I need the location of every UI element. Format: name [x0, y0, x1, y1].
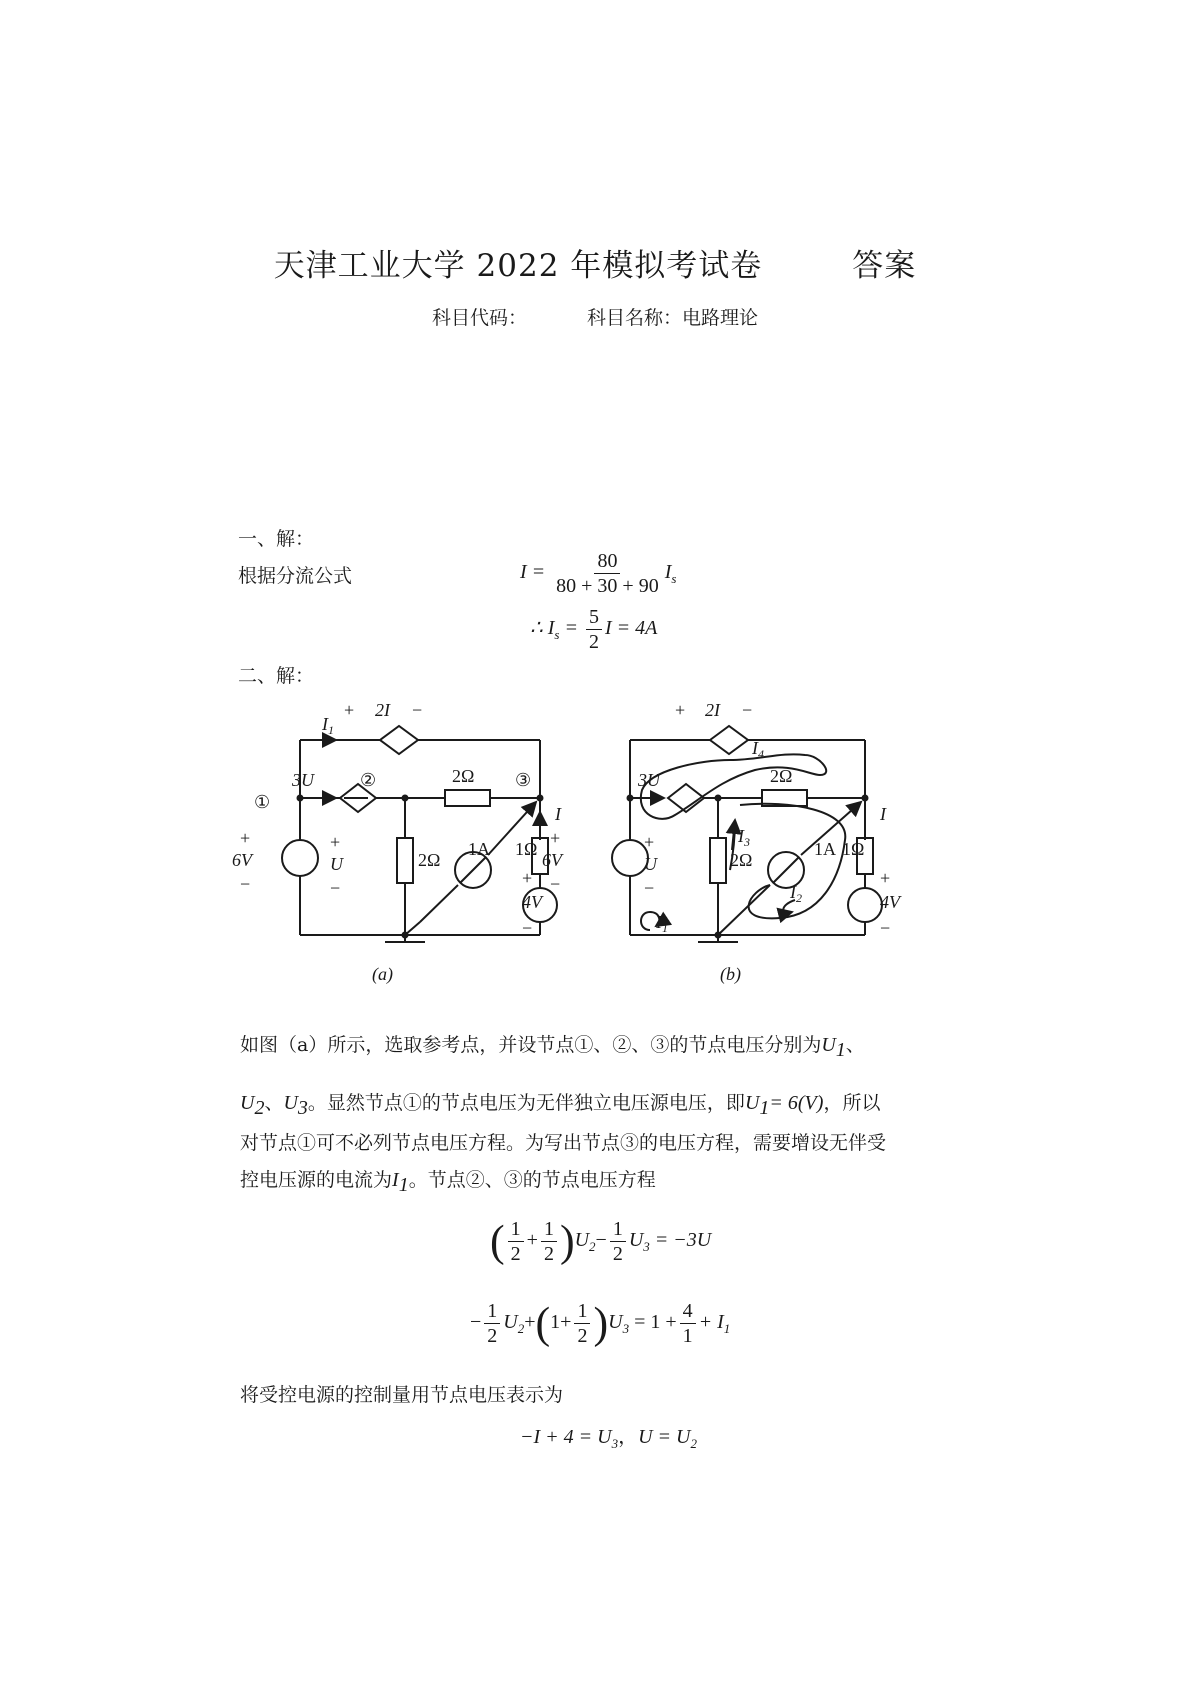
- resistor-2ohm-top-a: [445, 790, 490, 806]
- caption-figure-a: (a): [372, 964, 393, 984]
- svg-text:+: +: [240, 828, 251, 848]
- paragraph-3: 对节点①可不必列节点电压方程。为写出节点③的电压方程，需要增设无伴受: [240, 1132, 887, 1154]
- exam-title: 天津工业大学 2022 年模拟考试卷: [273, 248, 763, 284]
- label-4v-a: 4V: [522, 892, 542, 912]
- node-equation-3: − $\frac{1}{2}$ $U_2+(1+$ $\frac{1}{2}$ )$U_3 = 1$ + $\frac{4}{1}$ + $I_1$: [470, 1298, 731, 1348]
- label-2i-a: 2I: [375, 700, 390, 720]
- resistor-2ohm-vertical-b: [710, 838, 726, 883]
- label-6v-a: 6V: [232, 850, 252, 870]
- paragraph-4: 控电压源的电流为$I_1$。节点②、③的节点电压方程: [240, 1169, 656, 1196]
- label-u-b: U: [644, 854, 657, 874]
- fraction-divider: $\frac{80}{80 + 30 + 90}$: [556, 550, 659, 597]
- label-6v-b: 6V: [542, 850, 562, 870]
- label-3u-b: 3U: [638, 770, 660, 790]
- svg-text:−: −: [522, 918, 533, 938]
- svg-text:+: +: [675, 700, 686, 720]
- page-title: [0, 240, 1190, 285]
- subject-code-label: 科目代码：: [431, 307, 527, 329]
- section1-intro: 根据分流公式: [238, 565, 353, 587]
- voltage-source-4v-b: [848, 888, 882, 922]
- svg-text:+: +: [522, 868, 533, 888]
- paragraph-5: 将受控电源的控制量用节点电压表示为: [240, 1384, 564, 1406]
- circuit-a: [282, 726, 557, 942]
- dependent-voltage-source-b: [710, 726, 748, 754]
- svg-text:−: −: [550, 874, 561, 894]
- answer-tag: 答案: [852, 248, 917, 284]
- label-node1-a: ①: [254, 792, 271, 812]
- label-minus-2i-a: −: [412, 700, 423, 720]
- dependent-voltage-source-a: [380, 726, 418, 754]
- svg-text:+: +: [550, 828, 561, 848]
- voltage-source-6v-b: [612, 840, 648, 876]
- label-2i-b: 2I: [705, 700, 720, 720]
- label-1ohm-a: 1Ω: [515, 839, 538, 859]
- label-i3-b: $I_3$: [738, 826, 750, 849]
- voltage-source-6v-a: [282, 840, 318, 876]
- svg-text:−: −: [330, 878, 341, 898]
- equation-is-result: ∴ $I_s$ = $\frac{5}{2}$ I = 4A: [530, 606, 658, 653]
- label-2ohm-vertical-a: 2Ω: [418, 850, 441, 870]
- label-i1-a: $I_1$: [322, 714, 334, 737]
- label-i1-b: $I_1$: [656, 912, 668, 935]
- equation-current-divider: I = $\frac{80}{80 + 30 + 90}$ $I_s$: [520, 550, 677, 597]
- svg-text:+: +: [330, 832, 341, 852]
- label-1a-b: 1A: [814, 839, 836, 859]
- label-i-b: I: [880, 804, 886, 824]
- label-4v-b: 4V: [880, 892, 900, 912]
- label-3u-a: 3U: [292, 770, 314, 790]
- paragraph-2: $U_2$、$U_3$。显然节点①的节点电压为无伴独立电压源电压，即$U_1= 6(V)$，所以: [240, 1092, 881, 1119]
- section1-heading: 一、解：: [238, 528, 315, 550]
- subject-name-label: 科目名称：电路理论: [587, 307, 759, 329]
- label-node3-a: ③: [515, 770, 532, 790]
- label-u-a: U: [330, 854, 343, 874]
- label-i4-b: $I_4$: [752, 738, 764, 761]
- label-2ohm-top-a: 2Ω: [452, 766, 475, 786]
- node-equation-2: ( $\frac{1}{2}$ + $\frac{1}{2}$ )$U_2-$ $\frac{1}{2}$ $U_3 = -3U$: [490, 1216, 712, 1266]
- label-plus-2i-a: +: [344, 700, 355, 720]
- label-1ohm-b: 1Ω: [842, 839, 865, 859]
- label-2ohm-vertical-b: 2Ω: [730, 850, 753, 870]
- label-i2-b: $I_2$: [790, 882, 802, 905]
- svg-text:−: −: [742, 700, 753, 720]
- loop-i4: [641, 754, 826, 819]
- label-1a-a: 1A: [468, 839, 490, 859]
- resistor-2ohm-vertical-a: [397, 838, 413, 883]
- caption-figure-b: (b): [720, 964, 741, 984]
- label-i-a: I: [555, 804, 561, 824]
- svg-text:−: −: [240, 874, 251, 894]
- label-node2-a: ②: [360, 770, 377, 790]
- svg-text:+: +: [880, 868, 891, 888]
- svg-text:−: −: [880, 918, 891, 938]
- circuit-diagrams: [232, 690, 980, 1010]
- svg-text:+: +: [644, 832, 655, 852]
- section2-heading: 二、解：: [238, 665, 315, 687]
- page-subtitle: [0, 303, 1190, 330]
- control-quantity-equation: $-I + 4 = U_3$，$U = U_2$: [520, 1426, 697, 1451]
- label-2ohm-top-b: 2Ω: [770, 766, 793, 786]
- svg-text:−: −: [644, 878, 655, 898]
- paragraph-1: 如图（a）所示，选取参考点，并设节点①、②、③的节点电压分别为$U_1$、: [240, 1034, 865, 1061]
